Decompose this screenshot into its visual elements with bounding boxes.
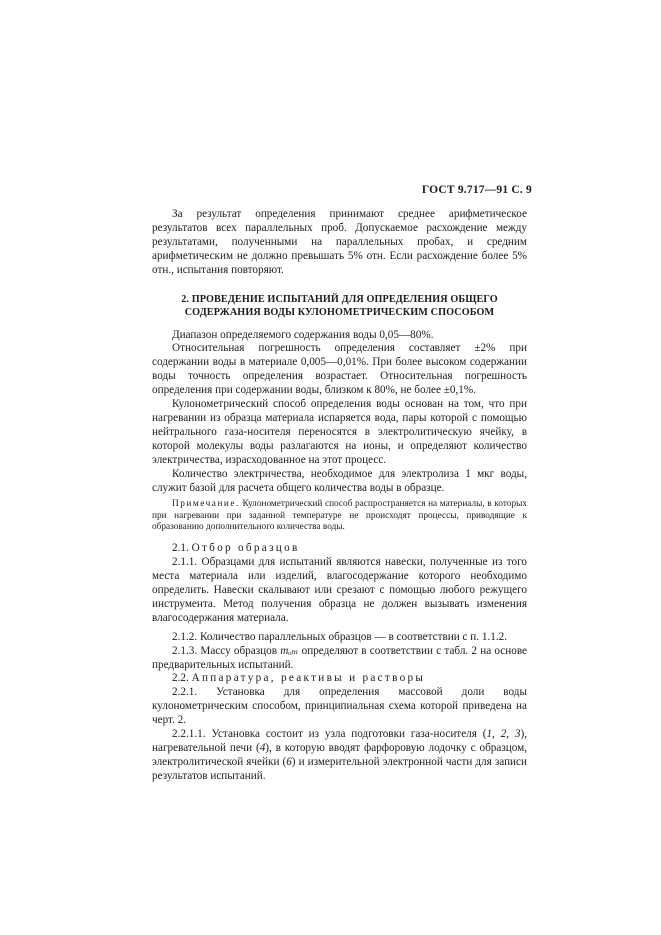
subsection-2-1-3 [152, 645, 527, 673]
figure-ref-6: 6 [286, 755, 292, 768]
subsection-2-1-3-part-1: 2.1.3. Массу образцов [172, 644, 281, 657]
subsection-2-1-2: 2.1.2. Количество параллельных образцов — в соответствии с п. 1.1.2. [172, 630, 508, 643]
subsection-2-2-number: 2.2. [172, 672, 189, 685]
subsection-2-2-1-1-part-d: ) и измерительной электронной части для записи результатов испытаний. [152, 755, 527, 782]
mass-variable: mₒₘ [280, 644, 299, 657]
electricity-paragraph: Количество электричества, необходимое для электролиза 1 мкг воды, служит базой для расчета общего количества воды в образце. [152, 467, 527, 494]
subsection-2-2-heading [152, 672, 527, 686]
figure-ref-4: 4 [259, 741, 266, 754]
range-paragraph: Диапазон определяемого содержания воды 0,05—80%. [172, 328, 434, 341]
section-2-title-line-2: СОДЕРЖАНИЯ ВОДЫ КУЛОНОМЕТРИЧЕСКИМ СПОСОБОМ [184, 307, 495, 319]
subsection-2-2-1-1-part-a: 2.2.1.1. Установка состоит из узла подготовки газа-носителя ( [172, 728, 487, 741]
subsection-2-1-3-part-2: определяют в соответствии с табл. 2 на основе предварительных испытаний. [152, 644, 528, 671]
subsection-2-1-heading [152, 542, 527, 556]
method-paragraph: Кулонометрический способ определения воды основан на том, что при нагревании из образца материала испаряется вода, пары которой с помощью нейтрального газа-носителя переносятся в электролитическую ячейку, в которой молекулы воды разлагаются на ионы, и определяют количество электричества, израсходованное на этот процесс. [152, 398, 527, 466]
note-text: Кулонометрический способ распространяется на материалы, в которых при нагревании при заданной температуре не происходят процессы, приводящие к образованию дополнительного количества воды. [152, 499, 527, 532]
subsection-2-2-1: 2.2.1. Установка для определения массовой доли воды кулонометрическим способом, принципиальная схема которой приведена на черт. 2. [152, 686, 527, 727]
note-label: Примечание. [172, 499, 240, 510]
subsection-2-2-1-1 [152, 728, 527, 784]
figure-ref-1-2-3: 1, 2, 3 [486, 728, 521, 741]
subsection-2-1-title: Отбор образцов [191, 542, 300, 555]
note-paragraph [152, 499, 527, 533]
subsection-2-2-title: Аппаратура, реактивы и растворы [191, 672, 426, 685]
page-header-gost-reference: ГОСТ 9.717—91 С. 9 [421, 184, 532, 196]
subsection-2-2-1-1-part-b: ), нагревательной печи ( [152, 728, 527, 754]
document-body [152, 208, 527, 784]
subsection-2-1-number: 2.1. [172, 542, 189, 555]
section-2-title [152, 293, 527, 320]
subsection-2-2-1-1-part-c: ), в которую вводят фарфоровую лодочку с образцом, электролитической ячейки ( [152, 741, 527, 768]
section-2-title-line-1: 2. ПРОВЕДЕНИЕ ИСПЫТАНИЙ ДЛЯ ОПРЕДЕЛЕНИЯ ОБЩЕГО [181, 293, 498, 305]
error-paragraph: Относительная погрешность определения составляет ±2% при содержании воды в материале 0,005—0,01%. При более высоком содержании воды точность определения возрастает. Относительная погрешность определения при содержании воды, близком к 80%, не более ±0,1%. [152, 342, 527, 397]
subsection-2-1-1: 2.1.1. Образцами для испытаний являются навески, полученные из того места материала или изделий, влагосодержание которого необходимо определить. Навески скалывают или срезают с помощью любого режущего инструмента. Метод получения образца не должен вызывать изменения влагосодержания материала. [152, 556, 527, 624]
intro-paragraph: За результат определения принимают среднее арифметическое результатов всех параллельных проб. Допускаемое расхождение между результатами, полученными на параллельных пробах, и средним арифметическим не должно превышать 5% отн. Если расхождение более 5% отн., испытания повторяют. [152, 208, 527, 276]
